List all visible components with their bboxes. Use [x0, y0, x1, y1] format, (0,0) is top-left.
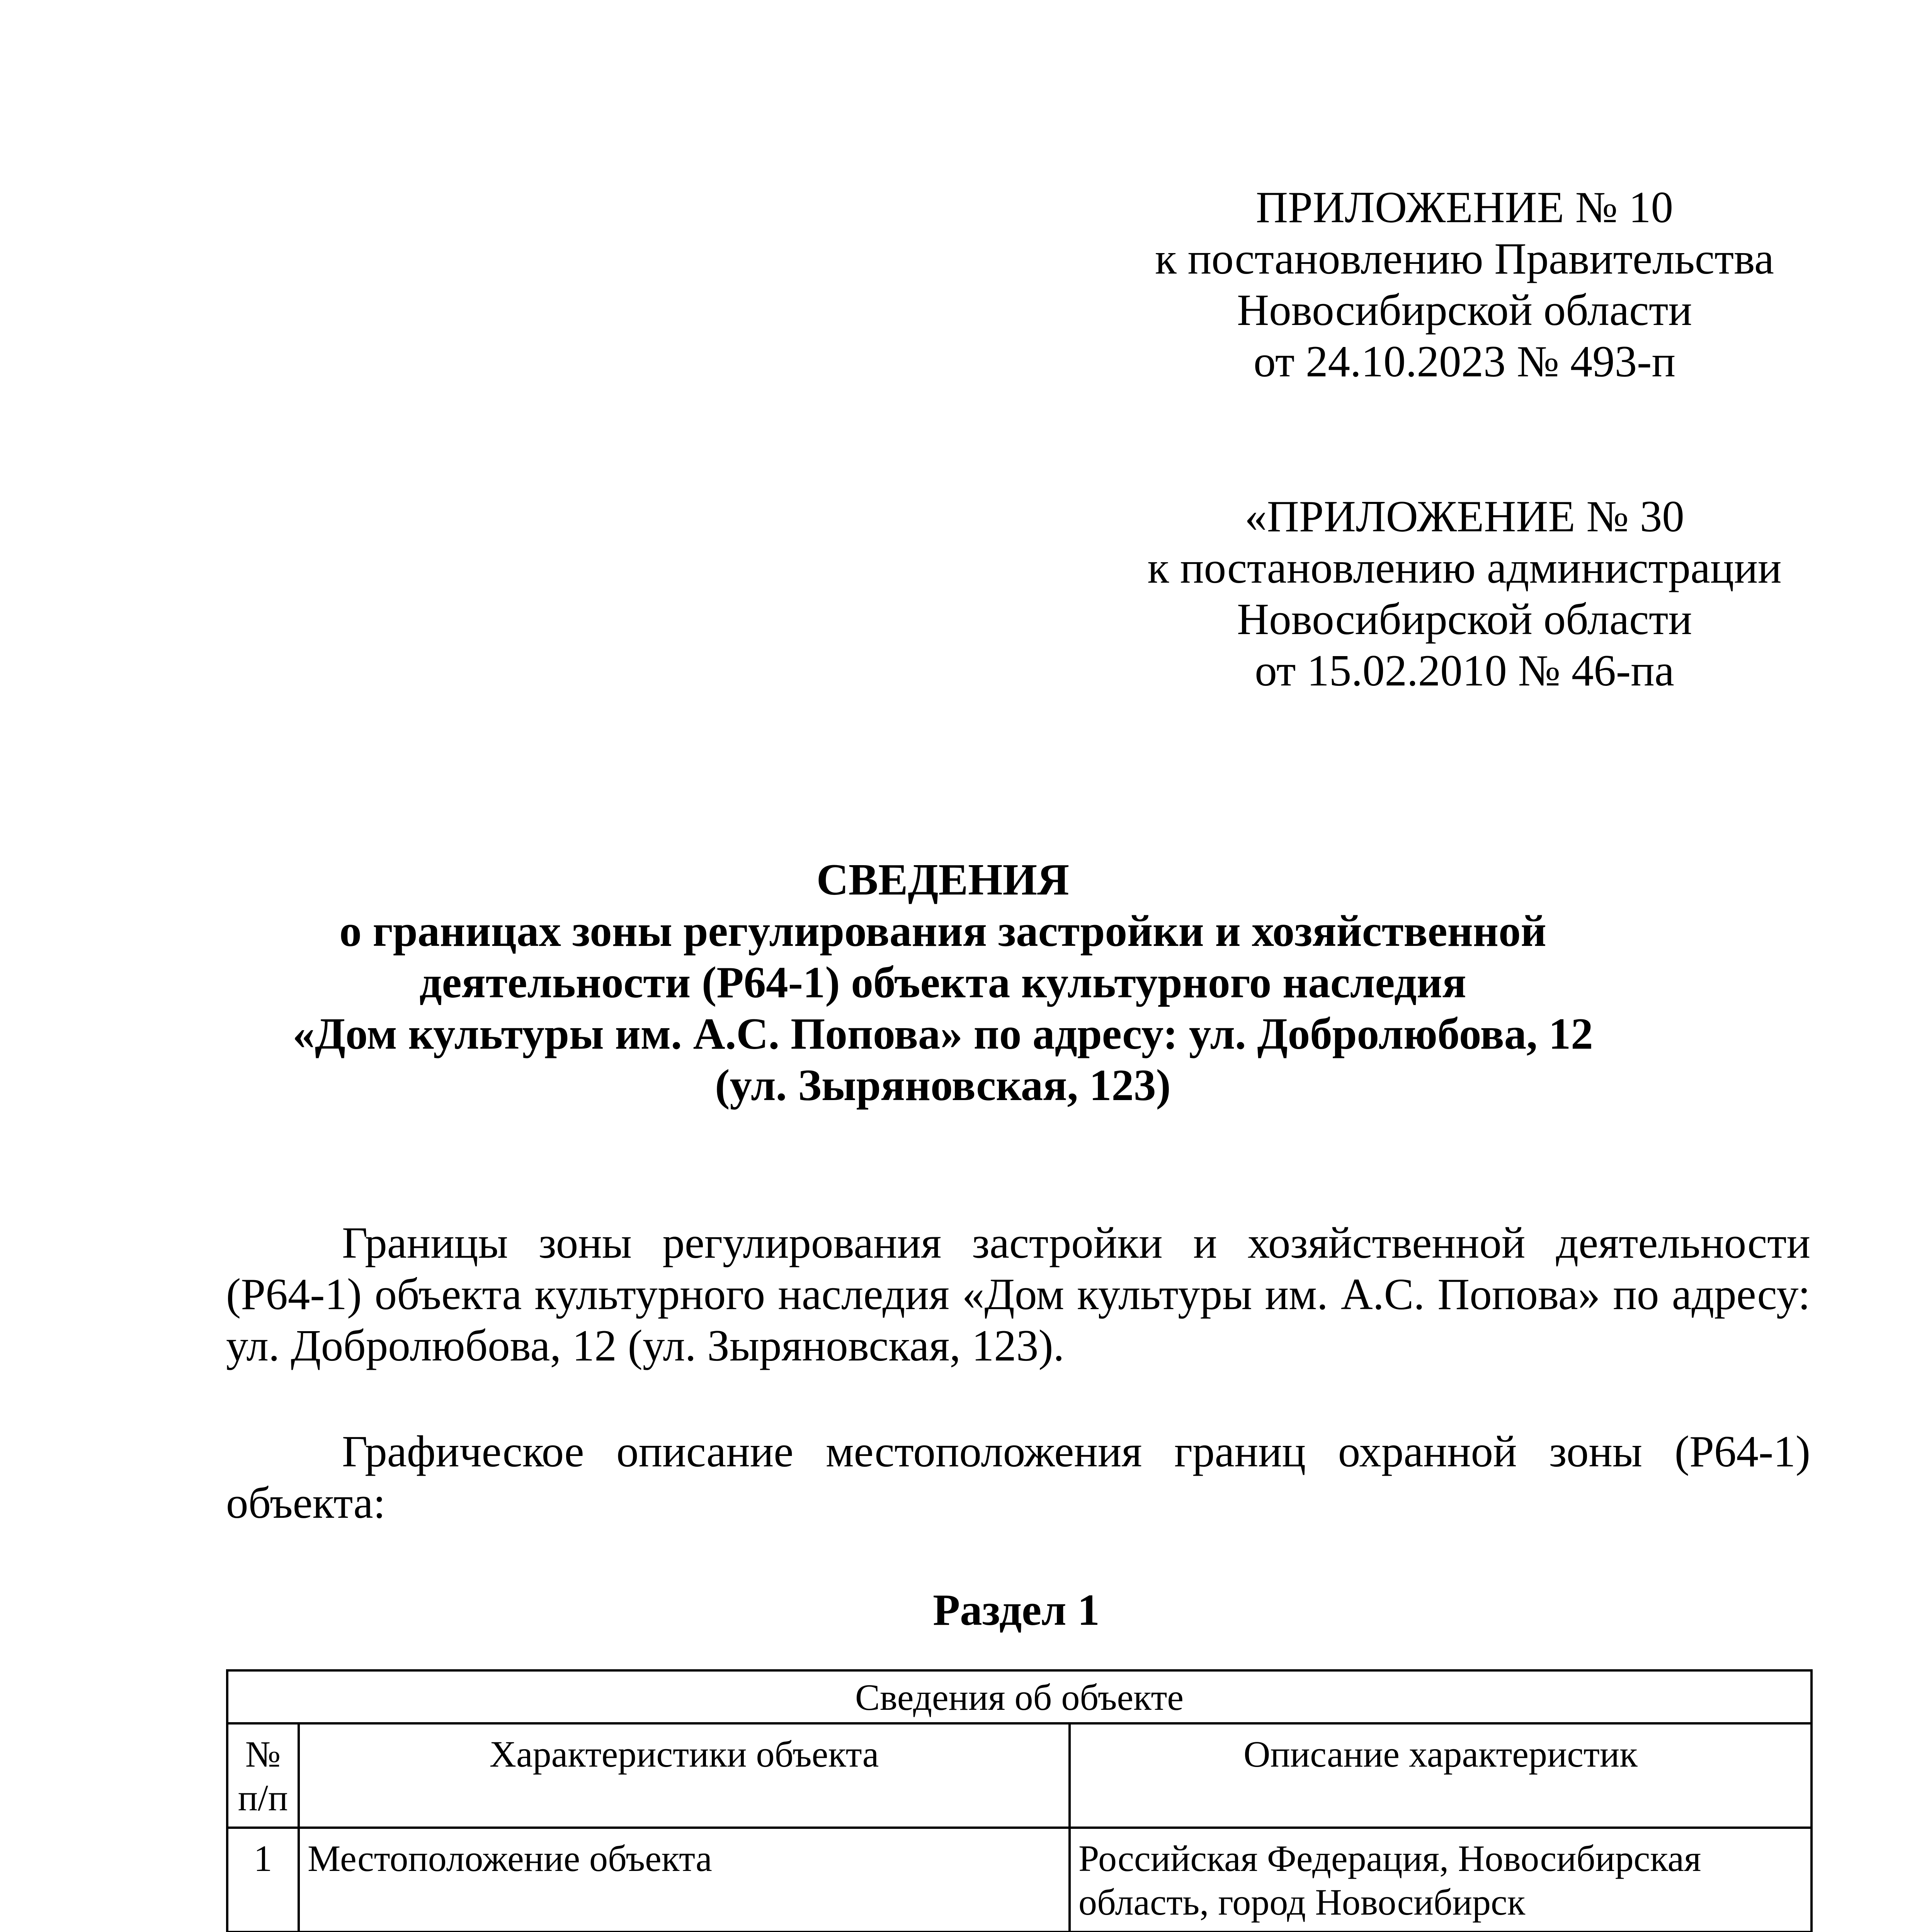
title-line: (ул. Зыряновская, 123): [715, 1061, 1171, 1110]
approval-region: Новосибирской области: [1237, 595, 1692, 644]
table-header-row: [227, 1723, 1812, 1828]
approval-appendix-number: «ПРИЛОЖЕНИЕ № 30: [1245, 492, 1684, 541]
approval-block-administration: [1121, 491, 1808, 696]
paragraph-line: (Р64-1) объекта культурного наследия «Дом культуры им. А.С. Попова» по адресу:: [226, 1270, 1810, 1319]
row-number: 1: [227, 1828, 299, 1932]
paragraph-line: объекта:: [226, 1478, 386, 1527]
header-number-sign: №: [245, 1733, 281, 1775]
title-heading: СВЕДЕНИЯ: [816, 855, 1070, 904]
title-line: о границах зоны регулирования застройки и хозяйственной: [339, 906, 1546, 956]
paragraph-boundaries: [226, 1217, 1810, 1371]
row-characteristic-line: Местоположение объекта: [308, 1838, 712, 1879]
row-description-line: область, город Новосибирск: [1078, 1881, 1526, 1923]
header-description: Описание характеристик: [1070, 1723, 1812, 1828]
object-info-table: [226, 1669, 1813, 1932]
header-number-label: п/п: [238, 1777, 288, 1818]
paragraph-line: Графическое описание местоположения границ охранной зоны (Р64-1): [342, 1427, 1810, 1476]
approval-region: Новосибирской области: [1237, 286, 1692, 335]
approval-date-number: от 15.02.2010 № 46-па: [1255, 646, 1674, 695]
table-row: [227, 1828, 1812, 1932]
table-caption-row: [227, 1670, 1812, 1723]
approval-appendix-number: ПРИЛОЖЕНИЕ № 10: [1255, 183, 1674, 232]
header-number: [227, 1723, 299, 1828]
document-title: [224, 854, 1662, 1111]
header-characteristics: Характеристики объекта: [299, 1723, 1070, 1828]
approval-decree-reference: к постановлению администрации: [1147, 543, 1782, 592]
title-line: «Дом культуры им. А.С. Попова» по адресу: ул. Добролюбова, 12: [293, 1009, 1593, 1058]
row-characteristic: [299, 1828, 1070, 1932]
paragraph-graphic-description: [226, 1426, 1810, 1529]
approval-decree-reference: к постановлению Правительства: [1155, 234, 1774, 283]
paragraph-line: ул. Добролюбова, 12 (ул. Зыряновская, 123).: [226, 1321, 1065, 1370]
approval-block-government: [1121, 182, 1808, 387]
section-heading: Раздел 1: [933, 1585, 1100, 1634]
paragraph-line: Границы зоны регулирования застройки и хозяйственной деятельности: [342, 1218, 1810, 1267]
table-caption: Сведения об объекте: [227, 1670, 1812, 1723]
approval-date-number: от 24.10.2023 № 493-п: [1253, 337, 1676, 386]
row-description: [1070, 1828, 1812, 1932]
row-description-line: Российская Федерация, Новосибирская: [1078, 1838, 1701, 1879]
title-line: деятельности (Р64-1) объекта культурного наследия: [419, 958, 1466, 1007]
